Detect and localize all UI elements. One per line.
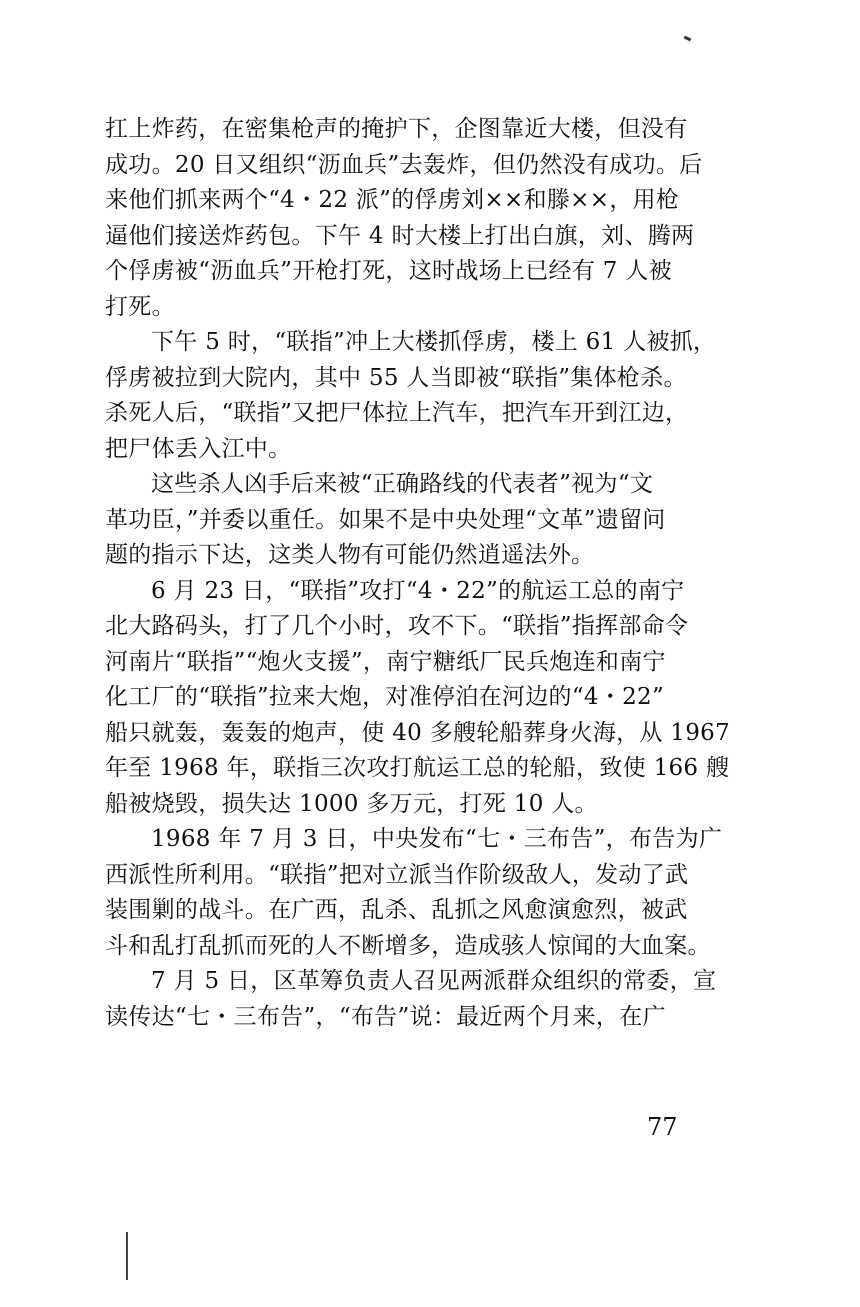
text-line: 船被烧毁，损失达 1000 多万元，打死 10 人。 bbox=[105, 790, 598, 817]
text-line: 下午 5 时，“联指”冲上大楼抓俘虏，楼上 61 人被抓， bbox=[151, 329, 717, 355]
text-line: 河南片“联指”“炮火支援”，南宁糖纸厂民兵炮连和南宁 bbox=[105, 648, 666, 675]
text-line: 6 月 23 日，“联指”攻打“4・22”的航运工总的南宁 bbox=[151, 577, 685, 604]
text-line: 装围剿的战斗。在广西，乱杀、乱抓之风愈演愈烈，被武 bbox=[105, 897, 688, 923]
text-line: 斗和乱打乱抓而死的人不断增多，造成骇人惊闻的大血案。 bbox=[105, 932, 711, 959]
text-line: 俘虏被拉到大院内，其中 55 人当即被“联指”集体枪杀。 bbox=[105, 364, 687, 391]
text-line: 革功臣，”并委以重任。如果不是中央处理“文革”遗留问 bbox=[105, 506, 666, 533]
text-line: 个俘虏被“沥血兵”开枪打死，这时战场上已经有 7 人被 bbox=[105, 258, 672, 284]
text-line: 化工厂的“联指”拉来大炮，对准停泊在河边的“4・22” bbox=[105, 684, 665, 710]
text-line: 来他们抓来两个“4・22 派”的俘虏刘××和滕××，用枪 bbox=[105, 187, 680, 213]
text-line: 题的指示下达，这类人物有可能仍然逍遥法外。 bbox=[105, 542, 595, 568]
text-line: 把尸体丢入江中。 bbox=[105, 435, 292, 462]
text-line: 成功。20 日又组织“沥血兵”去轰炸，但仍然没有成功。后 bbox=[105, 151, 703, 178]
text-line: 杀死人后，“联指”又把尸体拉上汽车，把汽车开到江边， bbox=[105, 400, 689, 426]
text-line: 打死。 bbox=[105, 293, 175, 320]
page-number: 77 bbox=[647, 1113, 678, 1141]
scan-speck bbox=[684, 36, 692, 42]
text-line: 年至 1968 年，联指三次攻打航运工总的轮船，致使 166 艘 bbox=[105, 755, 730, 781]
text-line: 北大路码头，打了几个小时，攻不下。“联指”指挥部命令 bbox=[105, 613, 689, 639]
text-line: 扛上炸药，在密集枪声的掩护下，企图靠近大楼，但没有 bbox=[105, 116, 688, 142]
text-line: 西派性所利用。“联指”把对立派当作阶级敌人，发动了武 bbox=[105, 861, 689, 888]
body-text bbox=[105, 112, 735, 1035]
text-line: 1968 年 7 月 3 日，中央发布“七・三布告”，布告为广 bbox=[151, 826, 723, 852]
text-line: 船只就轰，轰轰的炮声，使 40 多艘轮船葬身火海，从 1967 bbox=[105, 719, 731, 746]
text-line: 这些杀人凶手后来被“正确路线的代表者”视为“文 bbox=[151, 471, 654, 497]
text-line: 读传达“七・三布告”，“布告”说：最近两个月来，在广 bbox=[105, 1003, 666, 1030]
text-line: 7 月 5 日，区革筹负责人召见两派群众组织的常委，宣 bbox=[151, 968, 717, 994]
scan-edge-line bbox=[126, 1232, 128, 1280]
text-line: 逼他们接送炸药包。下午 4 时大楼上打出白旗，刘、腾两 bbox=[105, 222, 695, 249]
